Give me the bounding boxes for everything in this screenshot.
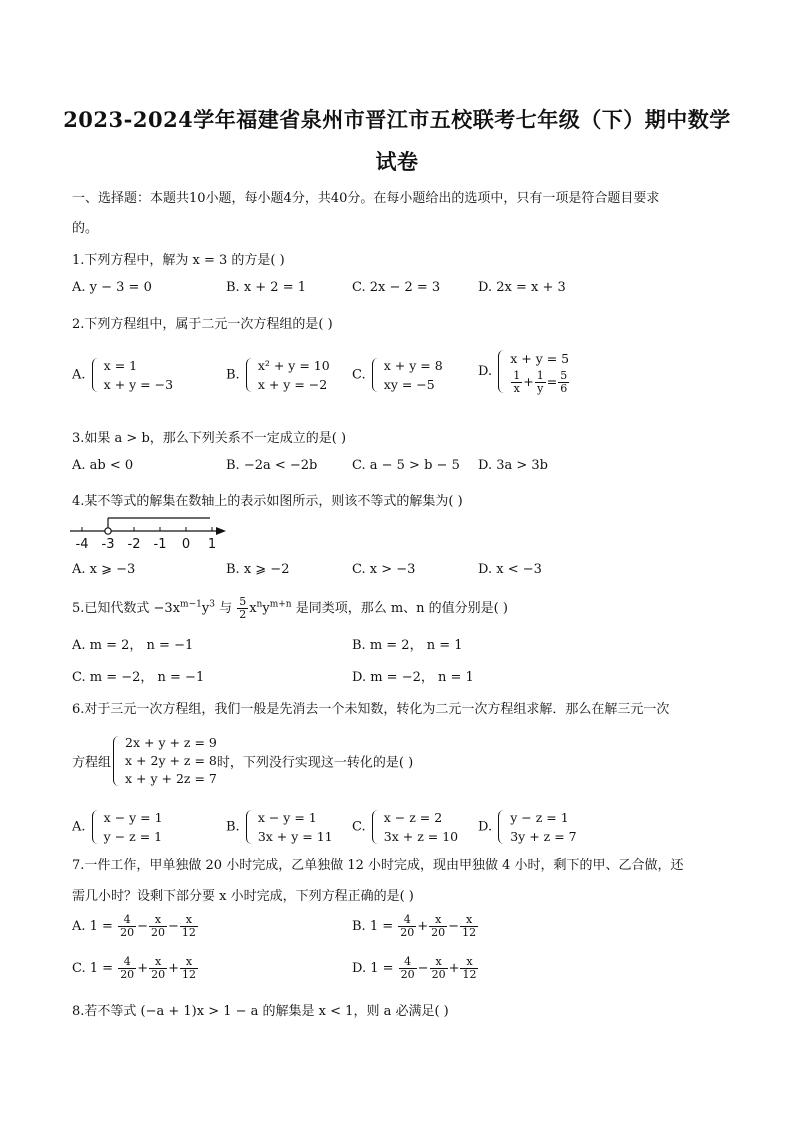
question-2-stem: 2.下列方程组中，属于二元一次方程组的是( ) [72,317,333,332]
operator: + [137,961,149,976]
equation-system: x = 1 x + y = −3 [90,356,173,394]
option-label: A. [72,367,86,383]
q6-option-d [478,808,577,846]
number-line-tick-label: -2 [127,537,141,552]
operator: − [417,961,429,976]
option-label: C. [352,819,366,835]
section-instructions: 一、选择题：本题共10小题，每小题4分，共40分。在每小题给出的选项中，只有一项是符合题目要求 [72,191,660,206]
operator: − [137,919,148,934]
q3-option-b: B. −2a < −2b [226,458,318,473]
q6-option-c [352,808,458,846]
number-line-tick-label: 0 [181,537,191,552]
arrow-icon [216,527,226,535]
q5-option-d: D. m = −2， n = 1 [352,670,474,685]
fraction: $\frac{x}{12}$ [182,955,196,981]
q5-option-a: A. m = 2， n = −1 [72,638,194,653]
option-label: B. 1 = [352,919,394,934]
fraction: $\frac{x}{12}$ [462,955,477,981]
q5-option-b: B. m = 2， n = 1 [352,638,463,653]
question-8-stem: 8.若不等式 (−a + 1)x > 1 − a 的解集是 x < 1，则 a 必满足( ) [72,1004,449,1019]
option-label: B. [226,819,240,835]
operator: − [448,919,460,934]
question-1-stem: 1.下列方程中，解为 x = 3 的方是( ) [72,253,285,268]
section-instructions-cont: 的。 [72,221,99,236]
q2-option-d [478,348,570,395]
q2-option-a [72,356,173,394]
q1-option-d: D. 2x = x + 3 [478,280,566,295]
question-7-stem-cont: 需几小时？设剩下部分要 x 小时完成，下列方程正确的是( ) [72,889,414,904]
fraction: $\frac{4}{20}$ [120,913,135,939]
option-label: D. 1 = [352,961,394,976]
fraction: $\frac{x}{20}$ [151,955,166,981]
equation-system: x − y = 1 3x + y = 11 [244,808,333,846]
q6-option-a [72,808,163,846]
fraction: $\frac{x}{12}$ [181,913,196,939]
page-title-cont: 试卷 [375,149,419,174]
option-label: C. 1 = [72,961,114,976]
number-line-tick-label: -3 [101,537,115,552]
question-7-stem: 7.一件工作，甲单独做 20 小时完成，乙单独做 12 小时完成，现由甲独做 4 小时，剩下的甲、乙合做，还 [72,858,684,873]
operator: + [168,961,179,976]
q4-option-a: A. x ⩾ −3 [72,562,136,577]
option-label: A. 1 = [72,919,113,934]
q1-option-c: C. 2x − 2 = 3 [352,280,441,295]
fraction: $\frac{4}{20}$ [400,913,415,939]
fraction: $\frac{4}{20}$ [400,955,415,981]
equation-system: 2x + y + z = 9 x + 2y + z = 8 x + y + 2z = 7 [111,734,217,788]
fraction: $\frac{x}{20}$ [431,955,446,981]
q6-option-b [226,808,333,846]
equation-system: x − z = 2 3x + z = 10 [370,808,458,846]
q7-option-d [352,956,479,981]
q3-option-a: A. ab < 0 [72,458,134,473]
equation-system: x + y = 5 $\frac{1}{x}$ + $\frac{1}{y}$ = $\frac{5}{6}$ [496,348,570,395]
fraction: $\frac{x}{20}$ [151,913,165,939]
open-circle-point [105,528,111,534]
number-line-tick-label: -1 [153,537,167,552]
equation-system: x + y = 8 xy = −5 [370,356,443,394]
q1-option-a: A. y − 3 = 0 [72,280,152,295]
q4-option-c: C. x > −3 [352,562,416,577]
number-line-tick-label: -4 [75,537,89,552]
fraction: $\frac{x}{12}$ [462,913,477,939]
option-label: C. [352,367,366,383]
q7-option-a [72,914,199,939]
question-5-stem: 5.已知代数式 $-3x^{m-1}y^3$ 与 $\frac{5}{2}$ $x^ny^{m+n}$ 是同类项，那么 m、n 的值分别是( ) [72,595,508,621]
equation-system: x² + y = 10 x + y = −2 [244,356,330,394]
q4-option-b: B. x ⩾ −2 [226,562,290,577]
operator: − [168,919,179,934]
option-label: D. [478,364,493,379]
q3-option-c: C. a − 5 > b − 5 [352,458,460,473]
q5-option-c: C. m = −2， n = −1 [72,670,205,685]
q7-option-b [352,914,479,939]
question-3-stem: 3.如果 a > b，那么下列关系不一定成立的是( ) [72,431,347,446]
option-label: A. [72,819,86,835]
question-6-stem: 6.对于三元一次方程组，我们一般是先消去一个未知数，转化为二元一次方程组求解．那么在解三元一次 [72,702,670,717]
equation-system: x − y = 1 y − z = 1 [90,808,163,846]
option-label: B. [226,367,240,383]
option-label: D. [478,819,493,835]
q2-option-c [352,356,443,394]
equation-system: y − z = 1 3y + z = 7 [496,808,576,846]
q2-option-b [226,356,330,394]
number-line-tick-label: 1 [207,537,217,552]
fraction: $\frac{4}{20}$ [120,955,135,981]
q7-option-c [72,956,199,981]
q3-option-d: D. 3a > 3b [478,458,548,473]
operator: + [448,961,460,976]
number-line-figure [70,515,230,553]
page-title: 2023-2024学年福建省泉州市晋江市五校联考七年级（下）期中数学 [63,107,731,132]
question-6-system-line: 方程组2x + y + z = 9 x + 2y + z = 8 x + y + 2z = 7时，下列没行实现这一转化的是( ) [72,735,414,786]
operator: + [417,919,429,934]
fraction: $\frac{x}{20}$ [431,913,446,939]
q1-option-b: B. x + 2 = 1 [226,280,307,295]
q4-option-d: D. x < −3 [478,562,542,577]
question-4-stem: 4.某不等式的解集在数轴上的表示如图所示，则该不等式的解集为( ) [72,494,463,509]
